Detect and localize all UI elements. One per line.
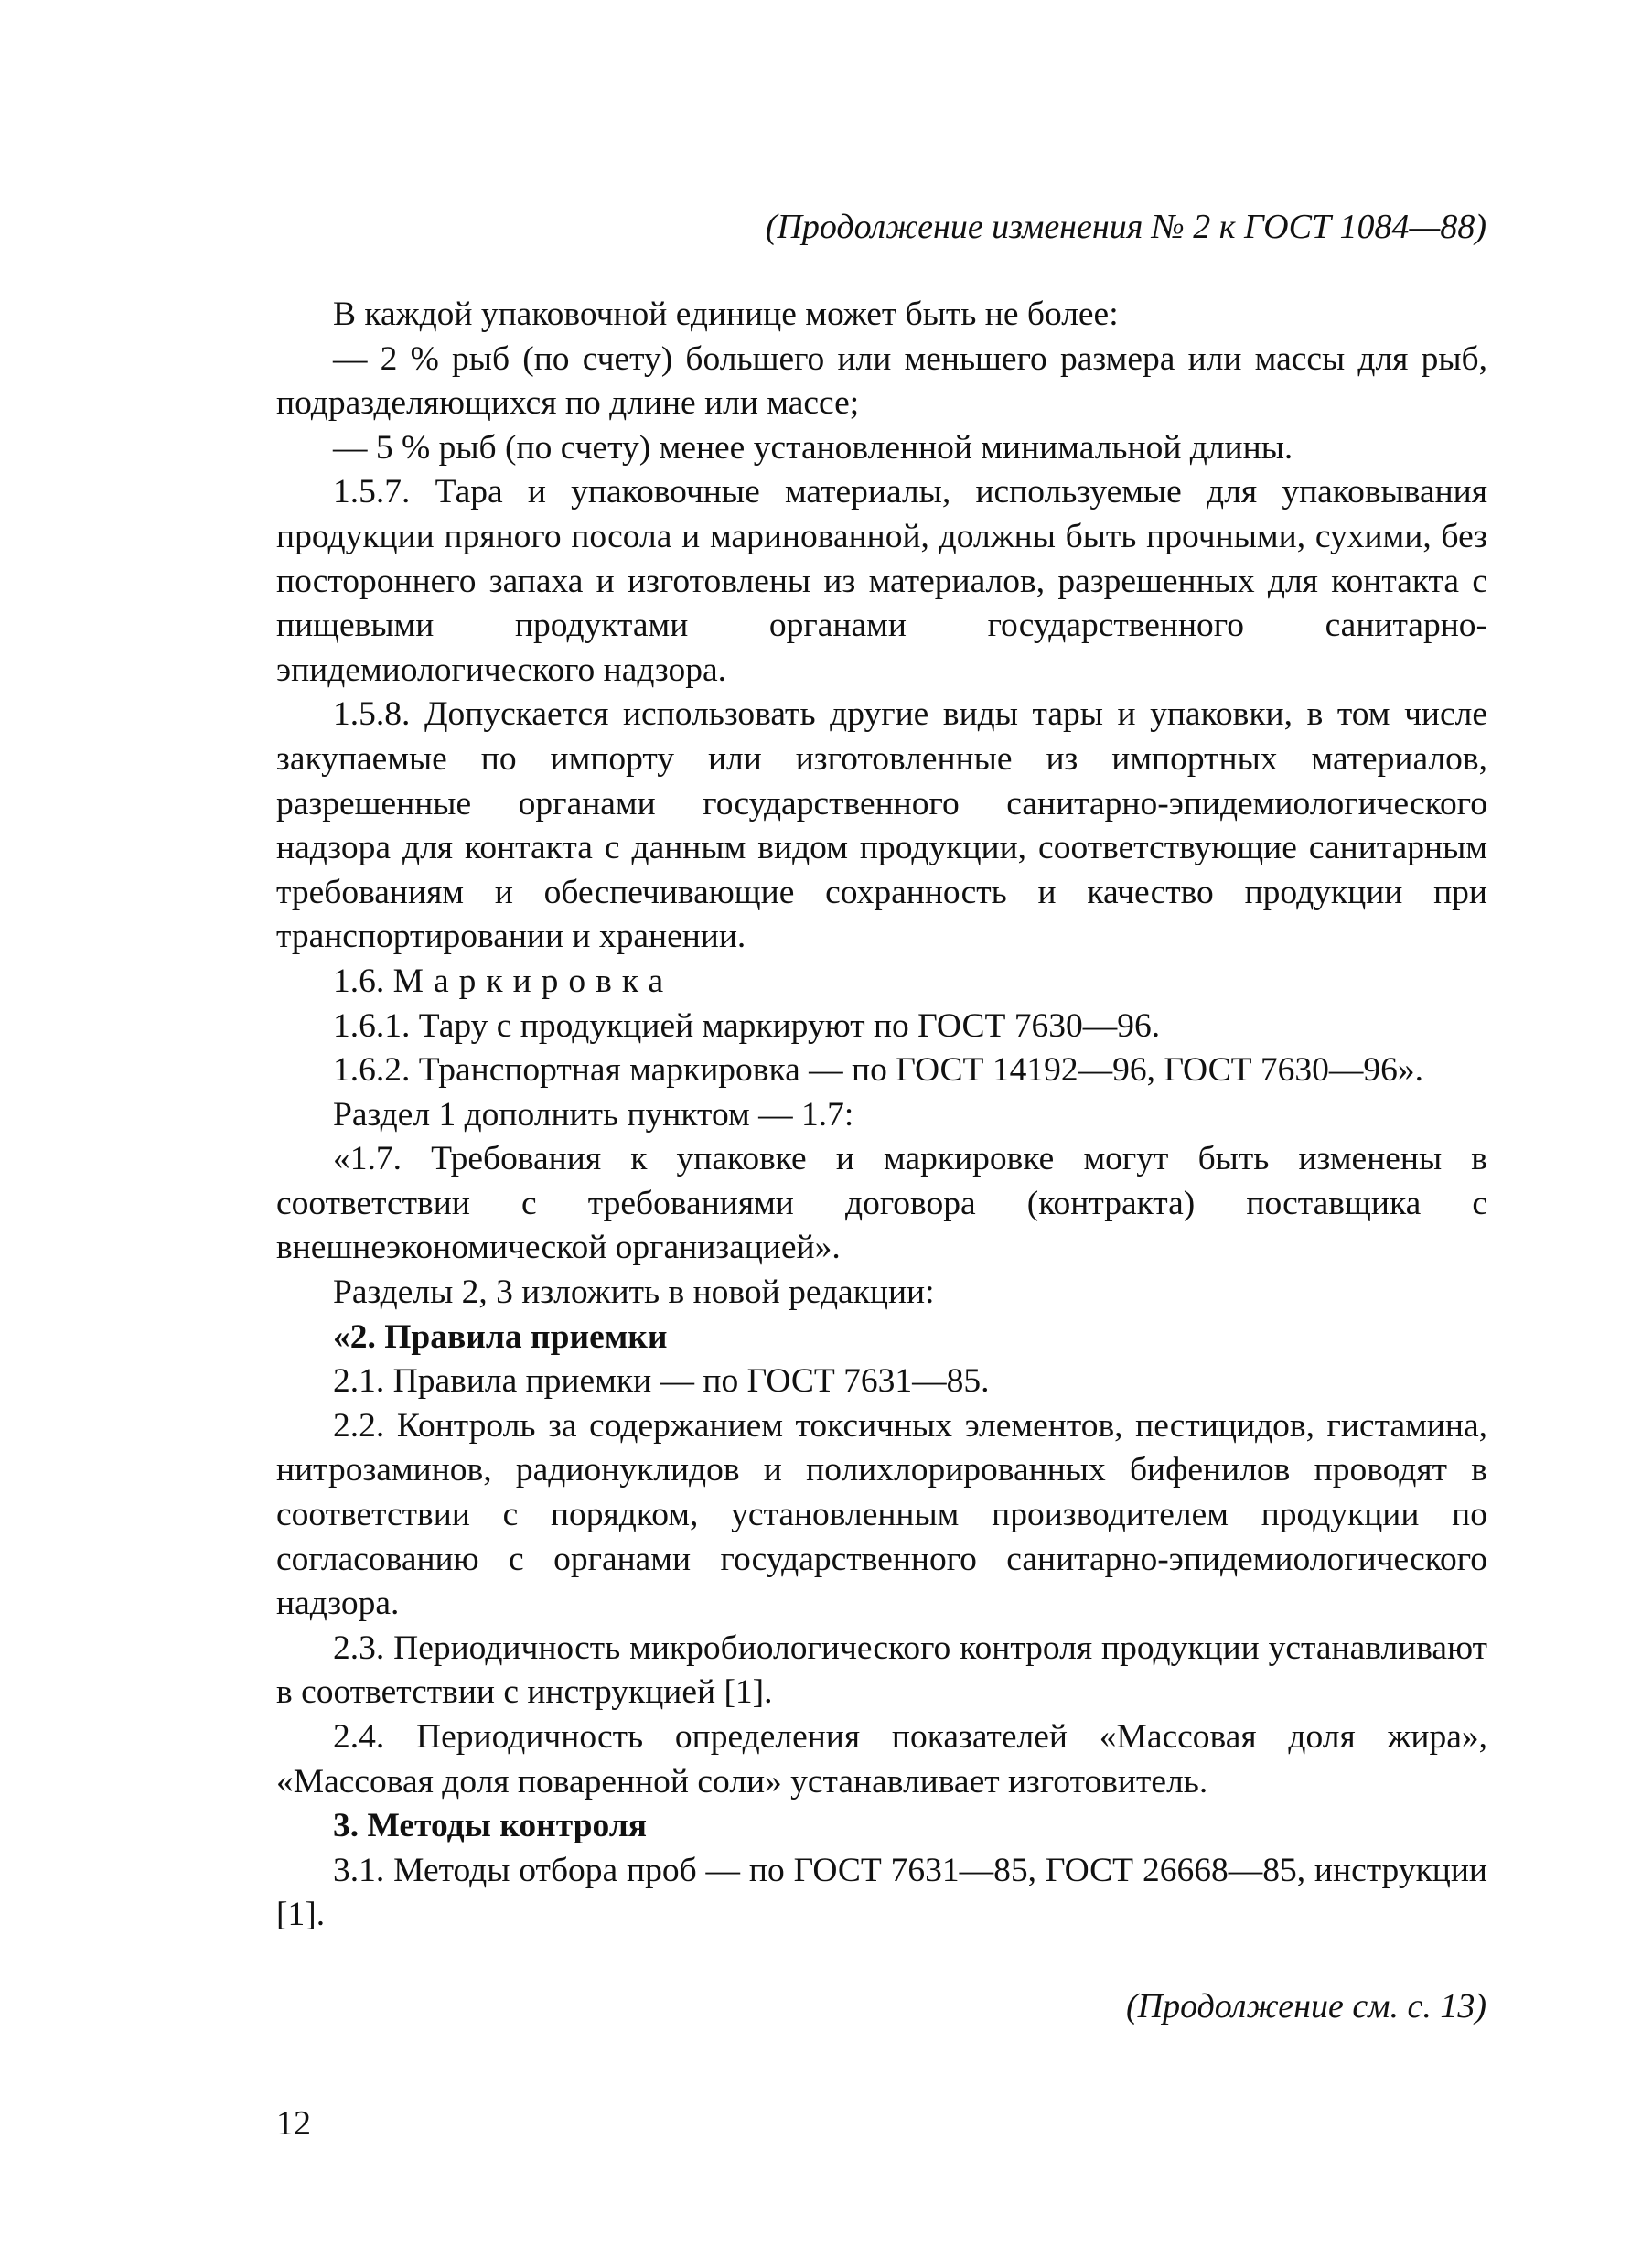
body-text xyxy=(276,293,1487,1938)
paragraph: 1.6.2. Транспортная маркировка — по ГОСТ 14192—96, ГОСТ 7630—96». xyxy=(333,1051,1424,1090)
paragraph: 1.5.7. Тара и упаковочные материалы, используемые для упаковывания продукции пряного посола и маринованной, должны быть прочными, сухими, без постороннего запаха и изготовлены из материалов, разрешенных для контакта с пищевыми продуктами органами государственного санитарно-эпидемиологического надзора. xyxy=(276,473,1487,689)
paragraph: В каждой упаковочной единице может быть не более: xyxy=(333,296,1119,333)
paragraph: 2.2. Контроль за содержанием токсичных элементов, пестицидов, гистамина, нитрозаминов, радионуклидов и полихлорированных бифенилов проводят в соответствии с порядком, установленным производителем продукции по согласованию с органами государственного санитарно-эпидемиологического надзора. xyxy=(276,1406,1487,1623)
paragraph: Разделы 2, 3 изложить в новой редакции: xyxy=(333,1274,935,1312)
paragraph: — 5 % рыб (по счету) менее установленной минимальной длины. xyxy=(333,428,1293,467)
section-heading-methods: 3. Методы контроля xyxy=(333,1807,648,1845)
continuation-footer: (Продолжение см. с. 13) xyxy=(1125,1987,1486,2026)
paragraph: 2.4. Периодичность определения показателей «Массовая доля жира», «Массовая доля поваренной соли» устанавливает изготовитель. xyxy=(276,1718,1487,1800)
paragraph: 1.5.8. Допускается использовать другие виды тары и упаковки, в том числе закупаемые по импорту или изготовленные из импортных материалов, разрешенные органами государственного санитарно-эпидемиологического надзора для контакта с данным видом продукции, соответствующие санитарным требованиям и обеспечивающие сохранность и качество продукции при транспортировании и хранении. xyxy=(276,695,1487,956)
heading-title: Маркировка xyxy=(392,962,674,1000)
paragraph: — 2 % рыб (по счету) большего или меньшего размера или массы для рыб, подразделяющихся по длине или массе; xyxy=(276,339,1487,423)
paragraph: 1.6.1. Тару с продукцией маркируют по ГОСТ 7630—96. xyxy=(333,1006,1161,1045)
paragraph: «1.7. Требования к упаковке и маркировке могут быть изменены в соответствии с требованиями договора (контракта) поставщика с внешнеэкономической организацией». xyxy=(276,1140,1487,1267)
continuation-header: (Продолжение изменения № 2 к ГОСТ 1084—88) xyxy=(765,208,1486,246)
section-heading-acceptance: «2. Правила приемки xyxy=(333,1317,668,1356)
paragraph: 2.1. Правила приемки — по ГОСТ 7631—85. xyxy=(333,1362,990,1401)
paragraph: Раздел 1 дополнить пунктом — 1.7: xyxy=(333,1095,854,1134)
paragraph: 2.3. Периодичность микробиологического контроля продукции устанавливают в соответствии с инструкцией [1]. xyxy=(276,1628,1487,1712)
page-number: 12 xyxy=(276,2104,311,2143)
paragraph: 3.1. Методы отбора проб — по ГОСТ 7631—85, ГОСТ 26668—85, инструкции [1]. xyxy=(276,1851,1487,1934)
section-heading-marking xyxy=(276,960,1487,1005)
heading-number: 1.6. xyxy=(333,962,385,1000)
